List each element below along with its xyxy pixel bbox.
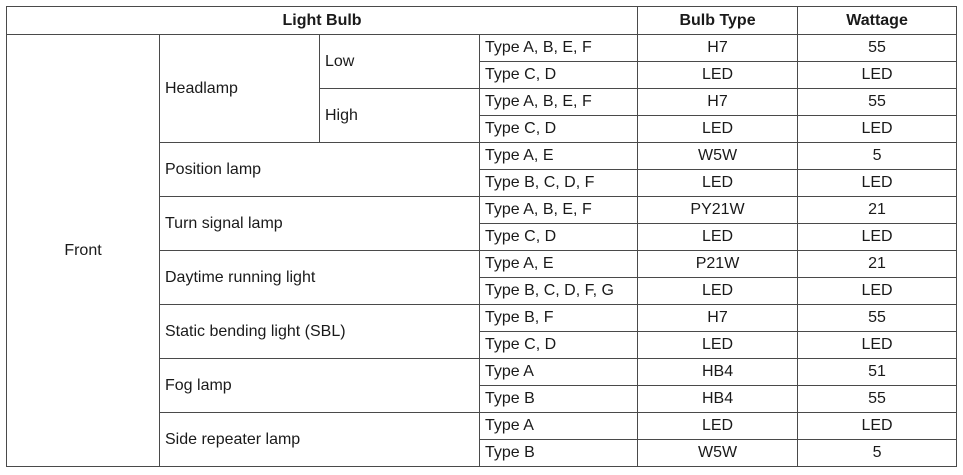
wattage-cell: LED: [798, 413, 957, 440]
bulb-spec-table-wrapper: [6, 6, 957, 467]
variant-type: Type C, D: [480, 224, 638, 251]
lamp-headlamp: Headlamp: [160, 35, 320, 143]
variant-type: Type C, D: [480, 332, 638, 359]
wattage-cell: 21: [798, 251, 957, 278]
variant-type: Type B, C, D, F, G: [480, 278, 638, 305]
bulb-type-cell: P21W: [638, 251, 798, 278]
variant-type: Type A, B, E, F: [480, 197, 638, 224]
wattage-cell: LED: [798, 278, 957, 305]
wattage-cell: 55: [798, 386, 957, 413]
lamp-position: Position lamp: [160, 143, 480, 197]
wattage-cell: 21: [798, 197, 957, 224]
wattage-cell: 55: [798, 35, 957, 62]
table-row: [7, 35, 957, 62]
bulb-type-cell: H7: [638, 35, 798, 62]
bulb-type-cell: W5W: [638, 440, 798, 467]
variant-type: Type A: [480, 413, 638, 440]
bulb-type-cell: LED: [638, 116, 798, 143]
variant-type: Type B: [480, 440, 638, 467]
headlamp-low: Low: [320, 35, 480, 89]
bulb-type-cell: W5W: [638, 143, 798, 170]
wattage-cell: 51: [798, 359, 957, 386]
bulb-type-cell: H7: [638, 305, 798, 332]
bulb-type-cell: H7: [638, 89, 798, 116]
lamp-fog: Fog lamp: [160, 359, 480, 413]
group-front: Front: [7, 35, 160, 467]
wattage-cell: LED: [798, 224, 957, 251]
wattage-cell: LED: [798, 332, 957, 359]
header-bulb-type: Bulb Type: [638, 7, 798, 35]
variant-type: Type A, E: [480, 251, 638, 278]
header-wattage: Wattage: [798, 7, 957, 35]
variant-type: Type C, D: [480, 62, 638, 89]
bulb-type-cell: LED: [638, 278, 798, 305]
wattage-cell: 5: [798, 440, 957, 467]
header-row: [7, 7, 957, 35]
bulb-type-cell: LED: [638, 224, 798, 251]
bulb-spec-table: [6, 6, 957, 467]
variant-type: Type B, F: [480, 305, 638, 332]
variant-type: Type A, E: [480, 143, 638, 170]
variant-type: Type B, C, D, F: [480, 170, 638, 197]
header-light-bulb: Light Bulb: [7, 7, 638, 35]
lamp-side-repeater: Side repeater lamp: [160, 413, 480, 467]
variant-type: Type A, B, E, F: [480, 89, 638, 116]
wattage-cell: LED: [798, 170, 957, 197]
variant-type: Type A: [480, 359, 638, 386]
variant-type: Type C, D: [480, 116, 638, 143]
wattage-cell: 55: [798, 305, 957, 332]
bulb-type-cell: LED: [638, 413, 798, 440]
wattage-cell: 5: [798, 143, 957, 170]
wattage-cell: 55: [798, 89, 957, 116]
bulb-type-cell: HB4: [638, 359, 798, 386]
wattage-cell: LED: [798, 116, 957, 143]
headlamp-high: High: [320, 89, 480, 143]
variant-type: Type B: [480, 386, 638, 413]
bulb-type-cell: LED: [638, 62, 798, 89]
variant-type: Type A, B, E, F: [480, 35, 638, 62]
lamp-turn-signal: Turn signal lamp: [160, 197, 480, 251]
wattage-cell: LED: [798, 62, 957, 89]
lamp-daytime-running: Daytime running light: [160, 251, 480, 305]
lamp-static-bending: Static bending light (SBL): [160, 305, 480, 359]
bulb-type-cell: PY21W: [638, 197, 798, 224]
bulb-type-cell: LED: [638, 170, 798, 197]
bulb-type-cell: HB4: [638, 386, 798, 413]
bulb-type-cell: LED: [638, 332, 798, 359]
